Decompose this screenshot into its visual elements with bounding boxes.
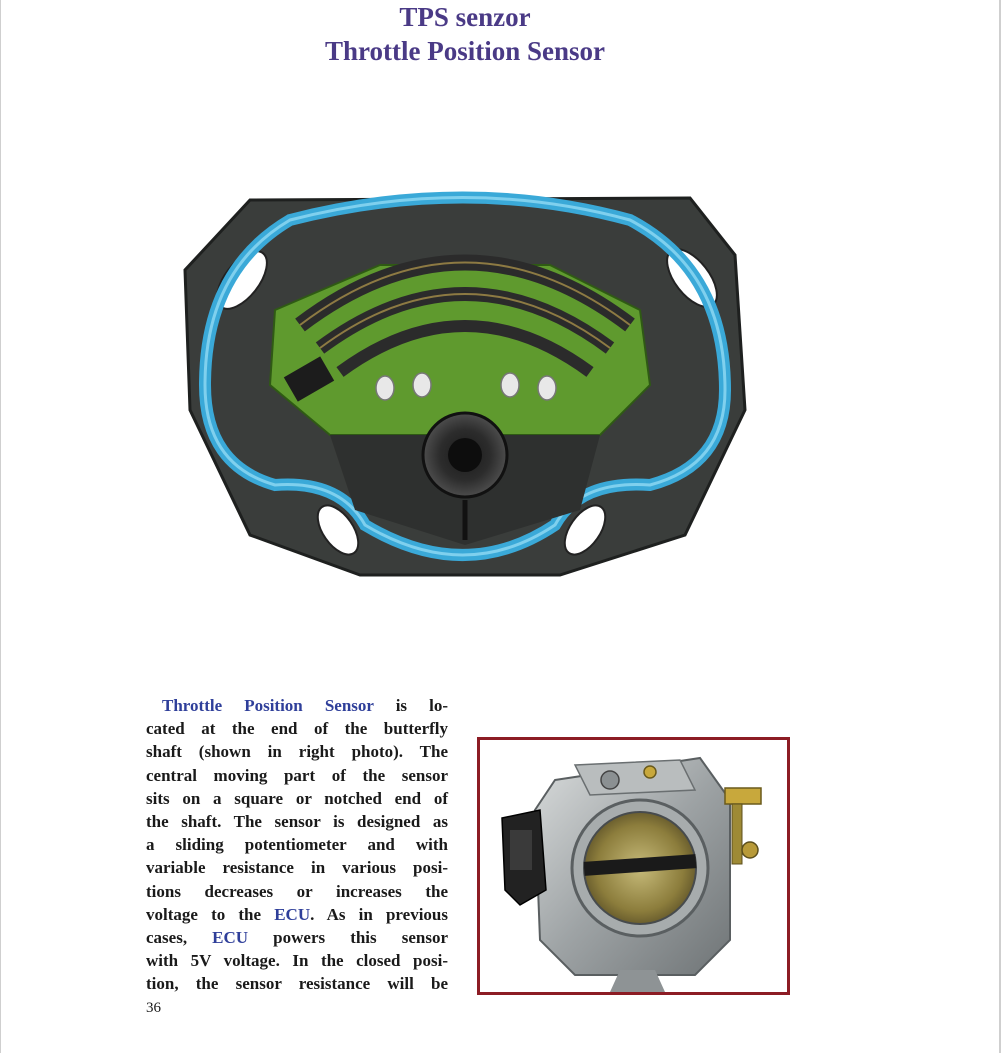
highlighted-term: ECU <box>274 904 311 924</box>
paragraph-line <box>146 833 448 856</box>
throttle-body-photo <box>480 740 787 992</box>
paragraph-line <box>146 694 448 717</box>
paragraph-line <box>146 949 448 972</box>
text-run: powers this sensor <box>248 928 449 948</box>
text-run: sits on a square or notched end of <box>146 788 448 808</box>
highlighted-term: Throttle Position Sensor <box>162 696 374 715</box>
tps-sensor-photo <box>180 180 750 590</box>
text-run: tions decreases or increases the <box>146 881 448 901</box>
paragraph-line <box>146 740 448 763</box>
paragraph-line <box>146 926 448 949</box>
text-run: shaft (shown in right photo). The <box>146 742 448 762</box>
text-run: variable resistance in various posi- <box>146 858 448 878</box>
paragraph-line <box>146 717 448 740</box>
text-run: with 5V voltage. In the closed posi- <box>146 951 448 971</box>
text-run: cases, <box>146 928 213 948</box>
throttle-body-photo-frame <box>477 737 790 995</box>
paragraph-line <box>146 787 448 810</box>
page-edge-right <box>999 0 1001 1053</box>
highlighted-term: ECU <box>212 928 249 948</box>
page-title-line2: Throttle Position Sensor <box>324 36 605 66</box>
body-paragraph <box>146 694 448 996</box>
text-run: central moving part of the sensor <box>146 765 448 785</box>
text-run: is lo- <box>373 696 448 715</box>
paragraph-line <box>146 810 448 833</box>
text-run: tion, the sensor resistance will be <box>146 974 448 994</box>
text-run: a sliding potentiometer and with <box>146 835 448 855</box>
paragraph-line <box>146 880 448 903</box>
text-run: the shaft. The sensor is designed as <box>146 812 448 832</box>
paragraph-line <box>146 972 448 995</box>
paragraph-line <box>146 856 448 879</box>
page-edge-left <box>0 0 1 1053</box>
page-title-line1: TPS senzor <box>399 2 531 32</box>
text-run: . As in previous <box>310 904 448 924</box>
text-run: cated at the end of the butterfly <box>146 719 448 739</box>
paragraph-line <box>146 903 448 926</box>
paragraph-line <box>146 764 448 787</box>
text-run: voltage to the <box>146 904 275 924</box>
page-number: 36 <box>146 1000 161 1016</box>
